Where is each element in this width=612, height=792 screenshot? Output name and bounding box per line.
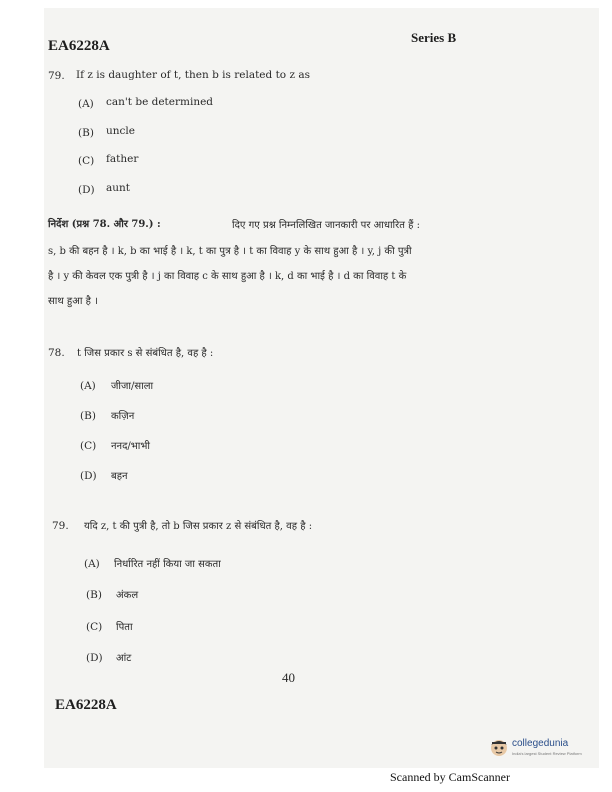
mascot-icon (488, 736, 510, 758)
option-text: father (106, 153, 139, 165)
question-number: 79. (48, 70, 65, 82)
question-number: 79. (52, 520, 69, 532)
option-label: (C) (78, 155, 95, 167)
directions-text: है । y की केवल एक पुत्री है । j का विवाह c के साथ हुआ है । k, d का भाई है । d का विवाह t के (48, 271, 407, 282)
question-number: 78. (48, 347, 65, 359)
paper-code-header: EA6228A (48, 38, 110, 54)
option-text: निर्धारित नहीं किया जा सकता (114, 559, 221, 570)
option-text: पिता (116, 622, 133, 633)
option-label: (A) (80, 380, 96, 392)
option-text: uncle (106, 125, 135, 137)
option-text: ननद/भाभी (111, 441, 151, 452)
option-text: बहन (111, 471, 128, 482)
logo-tagline: India's largest Student Review Platform (512, 751, 582, 756)
question-text: If z is daughter of t, then b is related to z as (76, 69, 310, 81)
option-label: (A) (84, 558, 100, 570)
option-label: (B) (86, 589, 102, 601)
page-number: 40 (282, 670, 295, 685)
option-label: (C) (80, 440, 97, 452)
option-label: (D) (80, 470, 97, 482)
question-text: t जिस प्रकार s से संबंधित है, वह है : (77, 348, 214, 359)
directions-heading: निर्देश (प्रश्न 78. और 79.) : (48, 219, 161, 230)
option-text: जीजा/साला (111, 381, 154, 392)
option-text: आंट (116, 653, 132, 664)
directions-text: साथ हुआ है । (48, 296, 98, 307)
option-text: aunt (106, 182, 131, 194)
option-label: (B) (80, 410, 96, 422)
option-label: (D) (86, 652, 103, 664)
option-label: (A) (78, 98, 94, 110)
scanner-watermark: Scanned by CamScanner (390, 770, 510, 784)
option-label: (B) (78, 127, 94, 139)
collegedunia-logo (488, 734, 588, 760)
question-text: यदि z, t की पुत्री है, तो b जिस प्रकार z से संबंधित है, वह है : (84, 521, 313, 532)
option-label: (C) (86, 621, 103, 633)
option-text: can't be determined (106, 96, 214, 108)
logo-brand-text: collegedunia (512, 738, 569, 749)
option-label: (D) (78, 184, 95, 196)
option-text: कज़िन (111, 411, 135, 422)
paper-code-footer: EA6228A (55, 697, 117, 713)
series-label: Series B (411, 30, 457, 45)
directions-text: दिए गए प्रश्न निम्नलिखित जानकारी पर आधारित हैं : (232, 220, 420, 231)
directions-text: s, b की बहन है । k, b का भाई है । k, t का पुत्र है । t का विवाह y के साथ हुआ है । y, j की पुत्री (48, 246, 412, 257)
option-text: अंकल (116, 590, 139, 601)
